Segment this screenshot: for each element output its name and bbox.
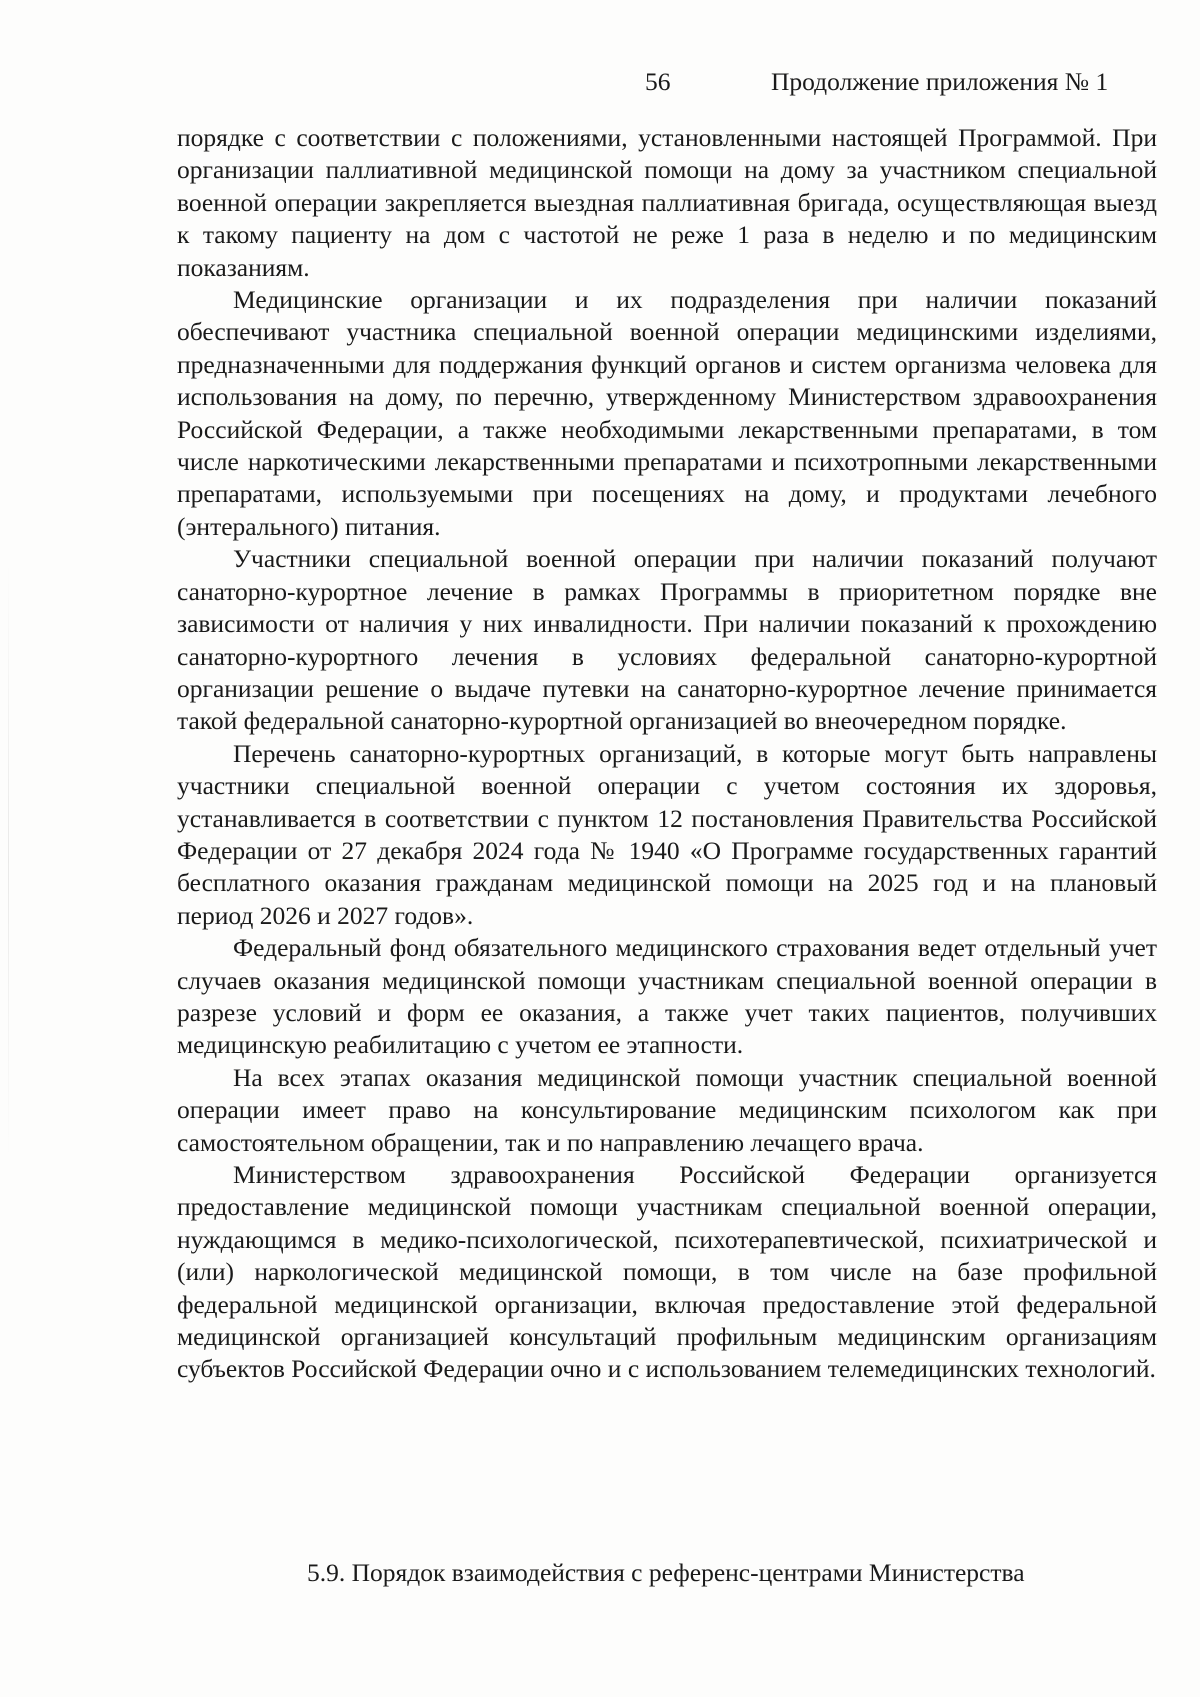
appendix-continuation-label: Продолжение приложения № 1	[771, 67, 1109, 96]
paragraph-insurance-fund: Федеральный фонд обязательного медицинского страхования ведет отдельный учет случаев оказания медицинской помощи участникам специальной военной операции в разрезе условий и форм ее оказания, а также учет таких пациентов, получивших медицинскую реабилитацию с учетом ее этапности.	[177, 933, 1157, 1060]
paragraph-ministry-care: Министерством здравоохранения Российской Федерации организуется предоставление медицинской помощи участникам специальной военной операции, нуждающимся в медико-психологической, психотерапевтической, психиатрической и (или) наркологической медицинской помощи, в том числе на базе профильной федеральной медицинской организации, включая предоставление этой федеральной медицинской организацией консультаций профильным медицинским организациям субъектов Российской Федерации очно и с использованием телемедицинских технологий.	[177, 1160, 1157, 1384]
paragraph-sanatorium-list: Перечень санаторно-курортных организаций, в которые могут быть направлены участники специальной военной операции с учетом состояния их здоровья, устанавливается в соответствии с пунктом 12 постановления Правительства Российской Федерации от 27 декабря 2024 года № 1940 «О Программе государственных гарантий бесплатного оказания гражданам медицинской помощи на 2025 год и на плановый период 2026 и 2027 годов».	[177, 738, 1157, 930]
paragraph-medical-devices: Медицинские организации и их подразделения при наличии показаний обеспечивают участника специальной военной операции медицинскими изделиями, предназначенными для поддержания функций органов и систем организма человека для использования на дому, по перечню, утвержденному Министерством здравоохранения Российской Федерации, а также необходимыми лекарственными препаратами, в том числе наркотическими лекарственными препаратами и психотропными лекарственными препаратами, используемыми при посещениях на дому, и продуктами лечебного (энтерального) питания.	[177, 285, 1157, 541]
document-body	[177, 122, 1157, 1386]
scan-edge-shadow	[8, 560, 9, 1160]
page-number: 56	[645, 67, 671, 96]
paragraph-sanatorium-treatment: Участники специальной военной операции при наличии показаний получают санаторно-курортное лечение в рамках Программы в приоритетном порядке вне зависимости от наличия у них инвалидности. При наличии показаний к прохождению санаторно-курортного лечения в условиях федеральной санаторно-курортной организации решение о выдаче путевки на санаторно-курортное лечение принимается такой федеральной санаторно-курортной организацией во внеочередном порядке.	[177, 544, 1157, 736]
section-heading: 5.9. Порядок взаимодействия с референс-центрами Министерства	[307, 1558, 1025, 1587]
paragraph-palliative-care: порядке с соответствии с положениями, установленными настоящей Программой. При организации паллиативной медицинской помощи на дому за участником специальной военной операции закрепляется выездная паллиативная бригада, осуществляющая выезд к такому пациенту на дом с частотой не реже 1 раза в неделю и по медицинским показаниям.	[177, 123, 1157, 282]
page-header	[0, 62, 1200, 102]
paragraph-psychologist: На всех этапах оказания медицинской помощи участник специальной военной операции имеет право на консультирование медицинским психологом как при самостоятельном обращении, так и по направлению лечащего врача.	[177, 1062, 1157, 1157]
